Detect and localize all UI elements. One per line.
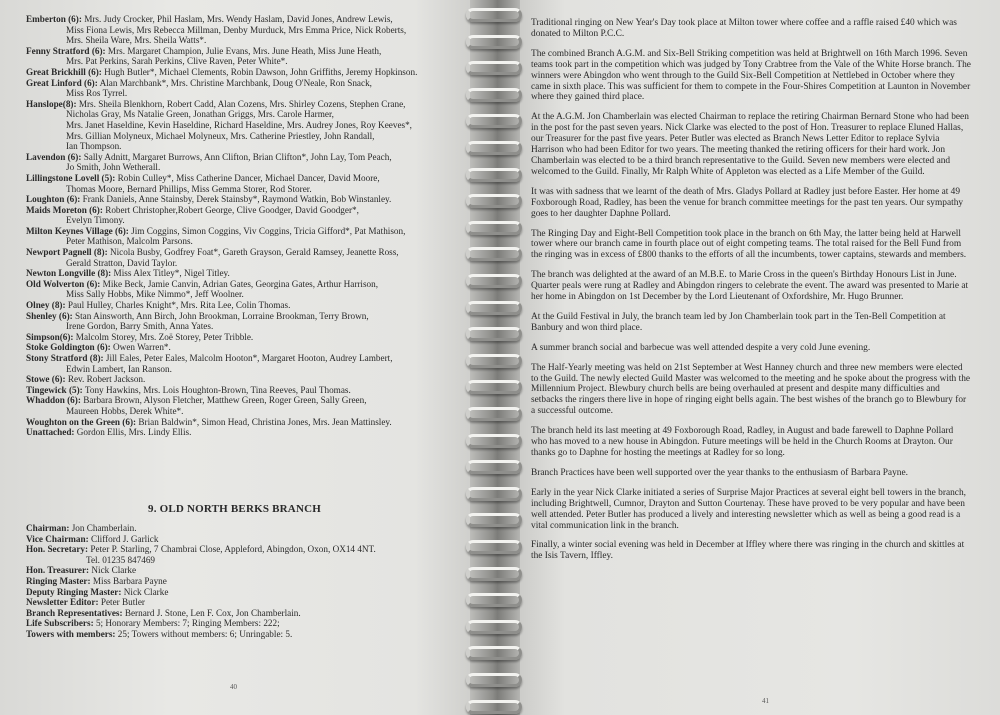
tower-entry: [26, 395, 466, 416]
tower-members-line: Jim Coggins, Simon Coggins, Viv Coggins, Tricia Gifford*, Pat Mathison,: [131, 225, 406, 236]
tower-name: Lavendon (6):: [26, 151, 82, 162]
tower-members-line: Thomas Moore, Bernard Phillips, Miss Gemma Storer, Rod Storer.: [66, 183, 312, 194]
tower-name: Great Brickhill (6):: [26, 66, 102, 77]
tower-members-line: Mrs. Sheila Ware, Mrs. Sheila Watts*.: [66, 35, 207, 46]
tower-entry: [26, 332, 466, 343]
report-paragraph: At the A.G.M. Jon Chamberlain was elected Chairman to replace the retiring Chairman Bernard Stone who had been in the post for the past seven years. Nick Clarke was elected to the post of Hon. Treasurer to replace Eluned Hallas, our Treasurer for the past five years. Peter Butler was elected as Branch News Letter Editor to replace Sylvia Harrison who had been Editor for two years. The meeting thanked the retiring officers for their hard work. Jon Chamberlain was elected to be a third branch representative to the Guild. Seven new members were elected and welcomed to the Guild. Finally, Mr Ralph White of Appleton was elected as a Life Member of the Guild.: [531, 112, 969, 177]
tower-entry: [26, 99, 466, 152]
tower-name: Newton Longville (8):: [26, 268, 112, 279]
officer-entry: [26, 618, 466, 629]
tower-members-line: Jo Smith, John Wetherall.: [66, 162, 161, 173]
tower-members-line: Miss Fiona Lewis, Mrs Rebecca Millman, Denby Murduck, Mrs Emma Price, Nick Roberts,: [66, 24, 407, 35]
report-paragraph: The combined Branch A.G.M. and Six-Bell Striking competition was held at Brightwell on 16th March 1996. Seven teams took part in the competition which was judged by Tony Crabtree from the Vale of the White Horse branch. The winners were Abingdon who went through to the Guild Six-Bell Competition at Nettlebed in October where they came in sixth place. This was sufficient for them to compete in the Four-Shires Competition at Launton in November where they gained third place.: [531, 48, 971, 103]
officer-value: Nick Clarke: [123, 586, 169, 597]
tower-members-line: Stan Ainsworth, Ann Birch, John Brookman, Lorraine Brookman, Terry Brown,: [75, 310, 369, 321]
branch-officers-list: [26, 523, 466, 640]
binding-coil: [466, 168, 522, 182]
tower-entry: [26, 427, 466, 438]
tower-members-line: Peter Mathison, Malcolm Parsons.: [66, 236, 193, 247]
page-number-left: 40: [230, 683, 237, 691]
binding-coil: [466, 380, 522, 394]
tower-name: Newport Pagnell (8):: [26, 247, 108, 258]
tower-entry: [26, 226, 466, 247]
binding-coil: [466, 673, 522, 687]
binding-coil: [466, 354, 522, 368]
tower-members-line: Alan Marchbank*, Mrs. Christine Marchbank, Doug O'Neale, Ron Snack,: [99, 77, 372, 88]
tower-name: Emberton (6):: [26, 14, 82, 24]
tower-members-line: Jill Eales, Peter Eales, Malcolm Hooton*, Margaret Hooton, Audrey Lambert,: [105, 353, 393, 363]
tower-entry: [26, 67, 466, 78]
binding-coil: [466, 540, 522, 554]
tower-entry: [26, 46, 466, 67]
tower-name: Stony Stratford (8):: [26, 353, 104, 363]
tower-members-line: Brian Baldwin*, Simon Head, Christina Jones, Mrs. Jean Mattinsley.: [138, 416, 392, 427]
officer-role: Chairman:: [26, 523, 70, 533]
binding-coil: [466, 407, 522, 421]
tower-name: Stowe (6):: [26, 374, 66, 385]
tower-members-line: Mrs. Margaret Champion, Julie Evans, Mrs. June Heath, Miss June Heath,: [107, 45, 382, 56]
tower-members-line: Paul Hulley, Charles Knight*, Mrs. Rita Lee, Colin Thomas.: [67, 300, 291, 311]
tower-name: Stoke Goldington (6):: [26, 342, 111, 353]
report-paragraph: Traditional ringing on New Year's Day took place at Milton tower where coffee and a raffle raised £40 which was donated to Milton P.C.C.: [531, 18, 957, 39]
section-title: 9. OLD NORTH BERKS BRANCH: [148, 503, 321, 515]
tower-name: Hanslope(8):: [26, 98, 77, 109]
officer-entry: [26, 587, 466, 598]
tower-members-line: Evelyn Timony.: [66, 215, 125, 226]
tower-members-line: Nicola Busby, Godfrey Foat*, Gareth Grayson, Gerald Ramsey, Jeanette Ross,: [109, 247, 399, 258]
tower-members-line: Barbara Brown, Alyson Fletcher, Matthew Green, Roger Green, Sally Green,: [83, 395, 367, 406]
tower-name: Woughton on the Green (6):: [26, 416, 137, 427]
officer-role: Hon. Secretary:: [26, 544, 89, 555]
binding-coil: [466, 221, 522, 235]
tower-members-line: Mrs. Pat Perkins, Sarah Perkins, Clive Raven, Peter White*.: [66, 56, 288, 67]
tower-members-line: Tony Hawkins, Mrs. Lois Houghton-Brown, Tina Reeves, Paul Thomas.: [84, 384, 351, 395]
tower-entry: [26, 279, 466, 300]
tower-members-line: Mrs. Sheila Blenkhorn, Robert Cadd, Alan Cozens, Mrs. Shirley Cozens, Stephen Crane,: [78, 98, 406, 109]
binding-coil: [466, 114, 522, 128]
report-paragraph: Branch Practices have been well supported over the year thanks to the enthusiasm of Barbara Payne.: [531, 467, 908, 478]
spiral-binding: [460, 0, 530, 715]
officer-role: Life Subscribers:: [26, 618, 94, 629]
tower-entry: [26, 205, 466, 226]
tower-name: Whaddon (6):: [26, 395, 81, 406]
binding-coil: [466, 620, 522, 634]
tower-members-line: Gerald Stratton, David Taylor.: [66, 257, 178, 268]
report-paragraph: Early in the year Nick Clarke initiated a series of Surprise Major Practices at several eight bell towers in the branch, including Brightwell, Cumnor, Drayton and Sutton Courtenay. These have proved to be very popular and have been well attended. Peter Butler has produced a lively and interesting newsletter which as well as being a good read is a vital communication link in the branch.: [531, 487, 967, 531]
tower-entry: [26, 374, 466, 385]
officer-value: Jon Chamberlain.: [71, 523, 137, 533]
tower-members-line: Mrs. Janet Haseldine, Kevin Haseldine, Richard Haseldine, Mrs. Audrey Jones, Roy Keeves*,: [66, 119, 412, 130]
tower-name: Old Wolverton (6):: [26, 278, 101, 289]
officer-value: Bernard J. Stone, Len F. Cox, Jon Chamberlain.: [124, 607, 301, 618]
binding-coil: [466, 460, 522, 474]
officer-entry: [26, 523, 466, 534]
tower-member-list: [26, 14, 466, 438]
officer-entry: [26, 597, 466, 608]
report-paragraph: It was with sadness that we learnt of the death of Mrs. Gladys Pollard at Radley just before Easter. Her home at 49 Foxborough Road, Radley, has been the venue for branch committee meetings for the past ten years. Our sympathy goes to her daughter Daphne Pollard.: [531, 186, 964, 219]
tower-name: Simpson(6):: [26, 331, 74, 342]
binding-coil: [466, 646, 522, 660]
officer-entry: [26, 565, 466, 576]
tower-members-line: Miss Ros Tyrrel.: [66, 88, 128, 99]
tower-members-line: Sally Adnitt, Margaret Burrows, Ann Clifton, Brian Clifton*, John Lay, Tom Peach,: [83, 151, 392, 162]
officer-role: Newsletter Editor:: [26, 597, 99, 608]
tower-name: Milton Keynes Village (6):: [26, 225, 129, 236]
tower-entry: [26, 194, 466, 205]
tower-name: Olney (8):: [26, 300, 66, 311]
tower-members-line: Hugh Butler*, Michael Clements, Robin Dawson, John Griffiths, Jeremy Hopkinson.: [104, 66, 418, 77]
report-paragraph: At the Guild Festival in July, the branch team led by Jon Chamberlain took part in the Ten-Bell Competition at Banbury and won third place.: [531, 311, 946, 333]
binding-coil: [466, 88, 522, 102]
tower-members-line: Robert Christopher,Robert George, Clive Goodger, David Goodger*,: [105, 204, 359, 215]
binding-coil: [466, 61, 522, 75]
report-paragraph: Finally, a winter social evening was held in December at Iffley where there was ringing in the church and skittles at the Isis Tavern, Iffley.: [531, 540, 965, 562]
tower-members-line: Rev. Robert Jackson.: [67, 374, 146, 385]
binding-coil: [466, 194, 522, 208]
officer-role: Branch Representatives:: [26, 607, 123, 618]
tower-entry: [26, 417, 466, 428]
tower-members-line: Mike Beck, Jamie Canvin, Adrian Gates, Georgina Gates, Arthur Harrison,: [102, 278, 379, 289]
officer-role: Vice Chairman:: [26, 533, 89, 544]
report-paragraph: A summer branch social and barbecue was well attended despite a very cold June evening.: [531, 342, 871, 353]
branch-report-text: [531, 18, 971, 571]
tower-name: Maids Moreton (6):: [26, 204, 103, 215]
binding-coil: [466, 567, 522, 581]
tower-members-line: Mrs. Gillian Molyneux, Michael Molyneux, Mrs. Catherine Priestley, John Randall,: [66, 130, 375, 141]
officer-entry: [26, 534, 466, 545]
tower-name: Tingewick (5):: [26, 384, 83, 395]
tower-entry: [26, 311, 466, 332]
tower-members-line: Robin Culley*, Miss Catherine Dancer, Michael Dancer, David Moore,: [117, 172, 380, 183]
tower-name: Unattached:: [26, 427, 75, 438]
tower-name: Shenley (6):: [26, 310, 73, 321]
officer-value: Peter Butler: [100, 597, 145, 608]
tower-entry: [26, 14, 466, 46]
tower-name: Loughton (6):: [26, 194, 81, 205]
tower-entry: [26, 247, 466, 268]
tower-members-line: Gordon Ellis, Mrs. Lindy Ellis.: [76, 427, 192, 438]
binding-coil: [466, 513, 522, 527]
page-number-right: 41: [762, 697, 769, 705]
officer-role: Towers with members:: [26, 628, 116, 639]
binding-coil: [466, 247, 522, 261]
binding-coil: [466, 8, 522, 22]
tower-members-line: Nicholas Gray, Ms Natalie Green, Jonathan Griggs, Mrs. Carole Harmer,: [66, 109, 334, 120]
tower-entry: [26, 78, 466, 99]
binding-coil: [466, 434, 522, 448]
tower-members-line: Miss Alex Titley*, Nigel Titley.: [113, 268, 230, 279]
officer-role: Ringing Master:: [26, 575, 91, 586]
report-paragraph: The Ringing Day and Eight-Bell Competition took place in the branch on 6th May, the latter being held at Harwell tower where our branch came in fourth place out of eight competing teams. The total raised for the Bell Fund from the ringing was in excess of £800 thanks to the efforts of all the incumbents, tower captains, stewards and members.: [531, 228, 967, 261]
officer-role: Deputy Ringing Master:: [26, 586, 122, 597]
report-paragraph: The Half-Yearly meeting was held on 21st September at West Hanney church and three new members were elected to the Guild. The newly elected Guild Master was welcomed to the meeting and he spoke about the progress with the Millennium Project. Blewbury church bells are being overhauled at present and despite many difficulties and setbacks the ringers there live in hope of ringing eight bells again. The best wishes of the branch go to Blewbury for a successful outcome.: [531, 362, 971, 417]
officer-entry: [26, 629, 466, 640]
report-paragraph: The branch was delighted at the award of an M.B.E. to Marie Cross in the queen's Birthday Honours List in June. Quarter peals were rung at Radley and Abingdon ringers to celebrate the event. The award was presented to Marie at her home in Abingdon on 1st December by the Lord Lieutenant of Oxfordshire, Mr. Hugo Brunner.: [531, 270, 969, 303]
officer-entry: [26, 576, 466, 587]
tower-members-line: Irene Gordon, Barry Smith, Anna Yates.: [66, 321, 214, 332]
tower-entry: [26, 152, 466, 173]
binding-coil: [466, 487, 522, 501]
officer-entry: [26, 608, 466, 619]
tower-entry: [26, 385, 466, 396]
binding-coil: [466, 141, 522, 155]
tower-entry: [26, 300, 466, 311]
tower-members-line: Maureen Hobbs, Derek White*.: [66, 405, 184, 416]
binding-coil: [466, 593, 522, 607]
binding-coil: [466, 35, 522, 49]
officer-value: Miss Barbara Payne: [92, 575, 167, 586]
officer-value: 5; Honorary Members: 7; Ringing Members: 222;: [95, 618, 280, 629]
tower-members-line: Edwin Lambert, Ian Ranson.: [66, 363, 172, 374]
tower-members-line: Mrs. Judy Crocker, Phil Haslam, Mrs. Wendy Haslam, David Jones, Andrew Lewis,: [84, 14, 393, 24]
officer-role: Hon. Treasurer:: [26, 565, 90, 576]
binding-coil: [466, 301, 522, 315]
tower-name: Fenny Stratford (6):: [26, 45, 106, 56]
report-paragraph: The branch held its last meeting at 49 Foxborough Road, Radley, in August and bade farewell to Daphne Pollard who has moved to a new house in Abingdon. Future meetings will be held in the Church Rooms at Drayton. Our thanks go to Daphne for hosting the meetings at Radley for so long.: [531, 426, 954, 458]
officer-value: Peter P. Starling, 7 Chambrai Close, Appleford, Abingdon, Oxon, OX14 4NT.: [90, 544, 376, 555]
tower-entry: [26, 353, 466, 374]
binding-coil: [466, 274, 522, 288]
tower-members-line: Frank Daniels, Anne Stainsby, Derek Stainsby*, Raymond Watkin, Bob Winstanley.: [82, 194, 392, 205]
officer-value: Nick Clarke: [91, 565, 137, 576]
tower-members-line: Owen Warren*.: [113, 342, 171, 353]
tower-name: Great Linford (6):: [26, 77, 98, 88]
tower-entry: [26, 342, 466, 353]
binding-coil: [466, 327, 522, 341]
tower-entry: [26, 268, 466, 279]
tower-name: Lillingstone Lovell (5):: [26, 172, 116, 183]
tower-members-line: Ian Thompson.: [66, 141, 122, 152]
tower-members-line: Malcolm Storey, Mrs. Zoë Storey, Peter Tribble.: [75, 331, 254, 342]
officer-entry: [26, 544, 466, 565]
officer-value: 25; Towers without members: 6; Unringable: 5.: [117, 628, 293, 639]
binding-coil: [466, 700, 522, 714]
officer-value: Clifford J. Garlick: [90, 533, 159, 544]
tower-entry: [26, 173, 466, 194]
tower-members-line: Miss Sally Hobbs, Mike Nimmo*, Jeff Woolner.: [66, 289, 244, 300]
officer-value: Tel. 01235 847469: [86, 554, 156, 565]
